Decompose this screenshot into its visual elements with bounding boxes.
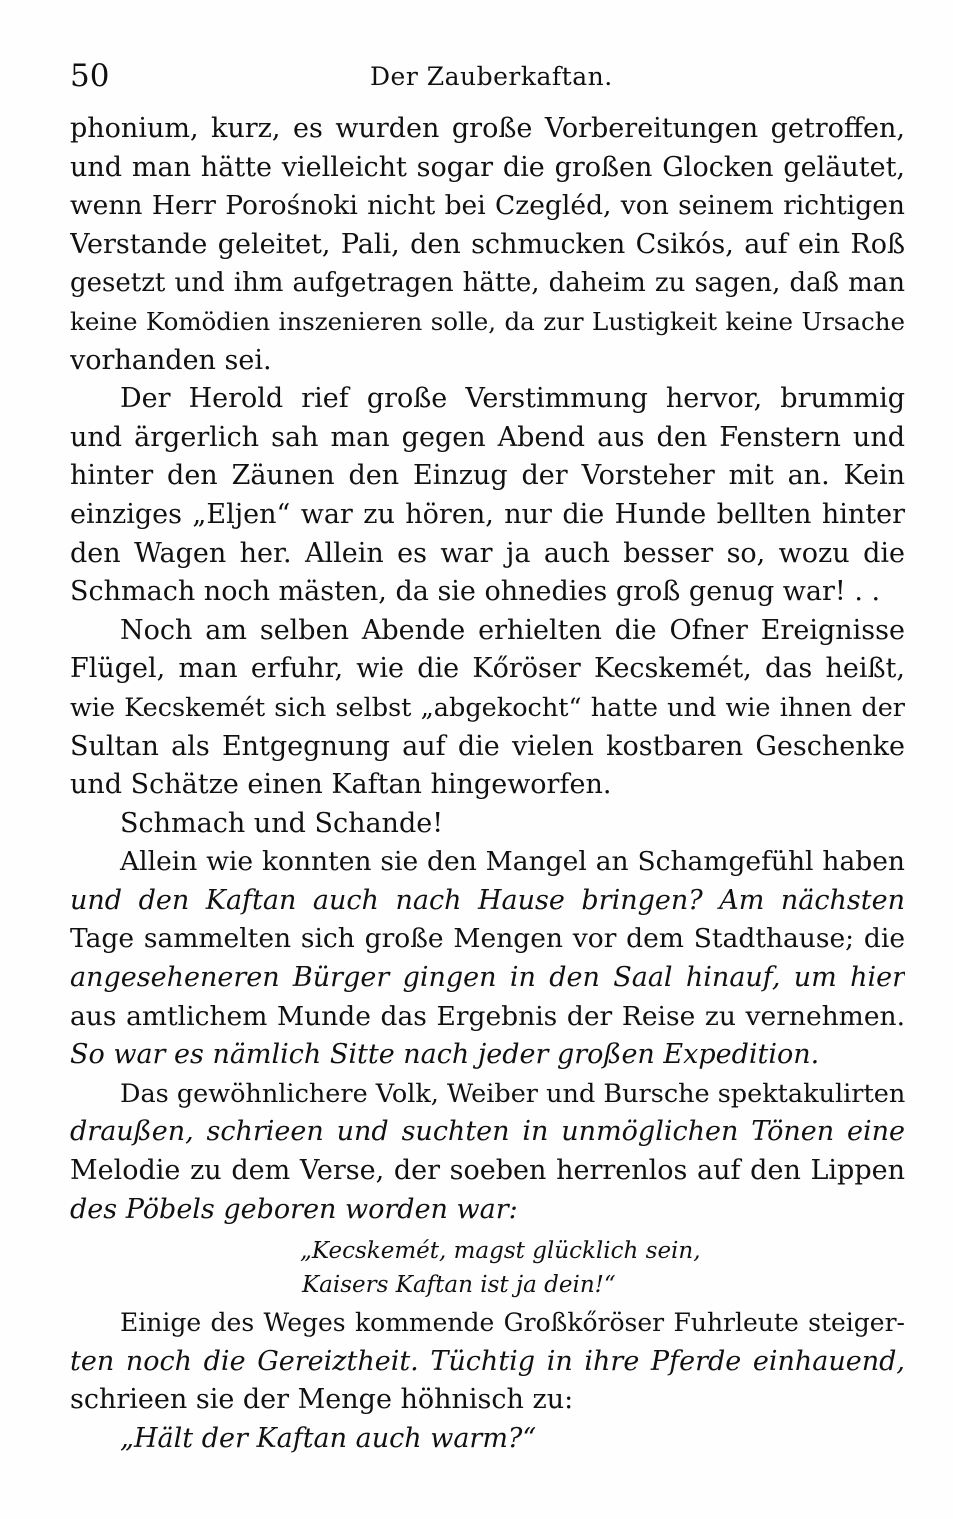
text-line: hinter den Zäunen den Einzug der Vorsteher mit an. Kein — [70, 460, 905, 492]
verse-line: Kaisers Kaftan ist ja dein!“ — [302, 1272, 616, 1298]
text-line: wenn Herr Porośnoki nicht bei Czegléd, von seinem richtigen — [70, 190, 905, 222]
text-line: vorhanden sei. — [70, 344, 272, 376]
text-line: Tage sammelten sich große Mengen vor dem Stadthause; die — [70, 923, 905, 955]
text-line: Schmach noch mästen, da sie ohnedies groß genug war! . . — [70, 576, 881, 608]
text-line: einziges „Eljen“ war zu hören, nur die Hunde bellten hinter — [70, 498, 905, 530]
text-line: ten noch die Gereiztheit. Tüchtig in ihre Pferde einhauend, — [70, 1345, 905, 1377]
verse-quote — [300, 1234, 760, 1302]
text-line: aus amtlichem Munde das Ergebnis der Reise zu vernehmen. — [70, 1000, 905, 1032]
running-head — [70, 58, 905, 98]
text-line: draußen, schrieen und suchten in unmöglichen Tönen eine — [70, 1116, 905, 1148]
text-line: Das gewöhnlichere Volk, Weiber und Bursche spektakulirten — [120, 1078, 905, 1109]
text-line: angeseheneren Bürger gingen in den Saal hinauf, um hier — [70, 962, 905, 994]
text-line: „Hält der Kaftan auch warm?“ — [120, 1422, 537, 1454]
text-line: den Wagen her. Allein es war ja auch besser so, wozu die — [70, 537, 905, 569]
text-line: keine Komödien inszenieren solle, da zur Lustigkeit keine Ursache — [70, 306, 905, 336]
text-line: und man hätte vielleicht sogar die großen Glocken geläutet, — [70, 151, 905, 183]
text-line: gesetzt und ihm aufgetragen hätte, daheim zu sagen, daß man — [70, 268, 905, 299]
text-line: Flügel, man erfuhr, wie die Kőröser Kecskemét, das heißt, — [70, 653, 905, 685]
text-line: Allein wie konnten sie den Mangel an Schamgefühl haben — [120, 846, 905, 878]
text-line: Sultan als Entgegnung auf die vielen kostbaren Geschenke — [70, 730, 905, 762]
text-line: des Pöbels geboren worden war: — [70, 1193, 518, 1225]
text-line: Einige des Weges kommende Großkőröser Fuhrleute steiger- — [120, 1308, 905, 1337]
text-line: Verstande geleitet, Pali, den schmucken Csikós, auf ein Roß — [70, 228, 905, 260]
text-line: wie Kecskemét sich selbst „abgekocht“ hatte und wie ihnen der — [70, 692, 905, 723]
text-line: Der Herold rief große Verstimmung hervor, brummig — [120, 383, 905, 415]
verse-line: „Kecskemét, magst glücklich sein, — [300, 1238, 701, 1264]
text-line: So war es nämlich Sitte nach jeder großen Expedition. — [70, 1039, 820, 1071]
text-line: Melodie zu dem Verse, der soeben herrenlos auf den Lippen — [70, 1155, 905, 1187]
body-text-lower — [70, 1304, 905, 1458]
text-line: schrieen sie der Menge höhnisch zu: — [70, 1384, 574, 1416]
text-line: Noch am selben Abende erhielten die Ofner Ereignisse — [120, 614, 905, 646]
text-line: und Schätze einen Kaftan hingeworfen. — [70, 769, 612, 801]
body-text-upper — [70, 110, 905, 1229]
text-line: phonium, kurz, es wurden große Vorbereitungen getroffen, — [70, 113, 905, 144]
text-line: und den Kaftan auch nach Hause bringen? Am nächsten — [70, 884, 905, 916]
running-title: Der Zauberkaftan. — [370, 62, 613, 91]
text-line: Schmach und Schande! — [120, 807, 444, 839]
page-number: 50 — [70, 58, 110, 94]
text-line: und ärgerlich sah man gegen Abend aus den Fenstern und — [70, 421, 905, 453]
